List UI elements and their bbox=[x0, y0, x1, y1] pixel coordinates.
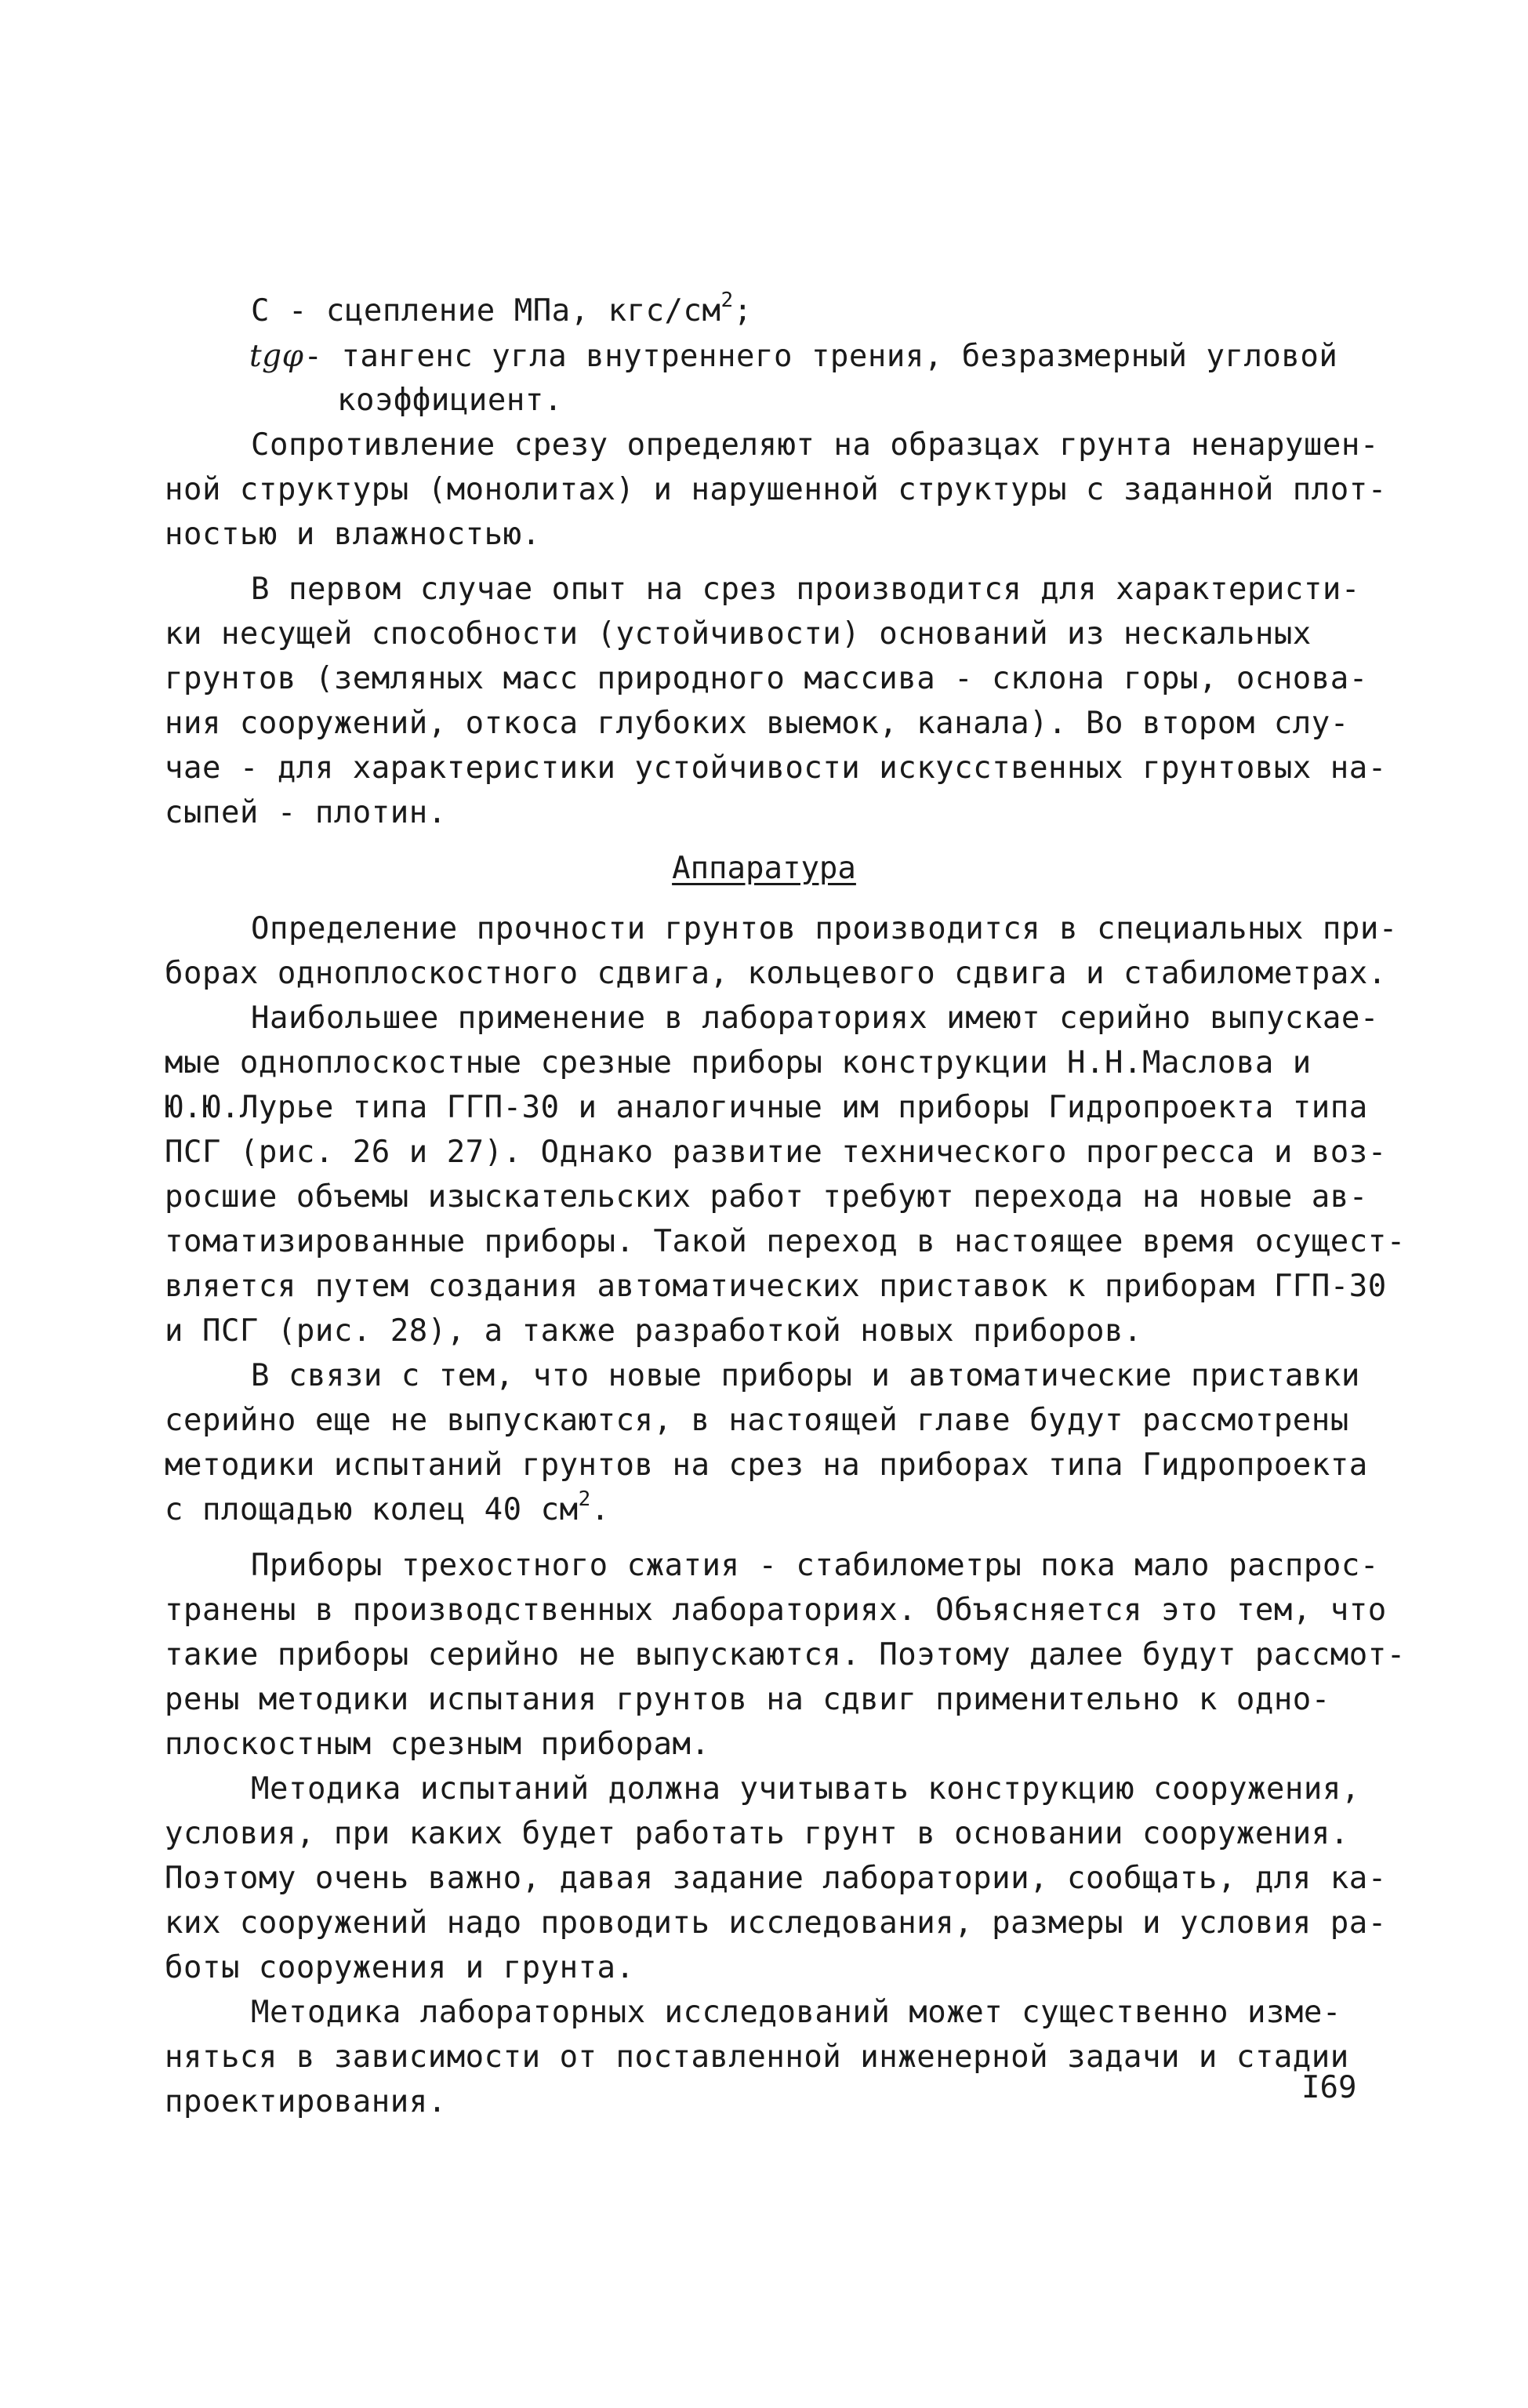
paragraph-line: плоскостным срезным приборам. bbox=[165, 1727, 710, 1762]
paragraph-line: ния сооружений, откоса глубоких выемок, канала). Во втором слу- bbox=[165, 706, 1349, 741]
paragraph-line: росшие объемы изыскательских работ требуют перехода на новые ав- bbox=[165, 1179, 1368, 1215]
superscript: 2 bbox=[578, 1487, 591, 1511]
paragraph-line: Сопротивление срезу определяют на образцах грунта ненарушен- bbox=[251, 427, 1379, 463]
paragraph-line: рены методики испытания грунтов на сдвиг применительно к одно- bbox=[165, 1682, 1330, 1717]
paragraph-line: томатизированные приборы. Такой переход в настоящее время осущест- bbox=[165, 1224, 1406, 1259]
paragraph-line: Определение прочности грунтов производится в специальных при- bbox=[251, 911, 1398, 946]
paragraph-line: Методика лабораторных исследований может существенно изме- bbox=[251, 1995, 1341, 2030]
paragraph-line: ПСГ (рис. 26 и 27). Однако развитие технического прогресса и воз- bbox=[165, 1135, 1387, 1170]
paragraph-line: мые одноплоскостные срезные приборы конструкции Н.Н.Маслова и bbox=[165, 1045, 1312, 1081]
paragraph-line: Приборы трехостного сжатия - стабилометры пока мало распрос- bbox=[251, 1548, 1379, 1583]
paragraph-line: няться в зависимости от поставленной инженерной задачи и стадии bbox=[165, 2039, 1349, 2075]
paragraph-line: ностью и влажностью. bbox=[165, 517, 541, 552]
definition-tangent-continued: коэффициент. bbox=[337, 383, 563, 418]
paragraph-line: сыпей - плотин. bbox=[165, 795, 447, 830]
paragraph-line: такие приборы серийно не выпускаются. Поэтому далее будут рассмот- bbox=[165, 1637, 1406, 1673]
paragraph-line: Методика испытаний должна учитывать конструкцию сооружения, bbox=[251, 1771, 1360, 1807]
paragraph-line: В первом случае опыт на срез производится для характеристи- bbox=[251, 572, 1360, 607]
paragraph-line: Ю.Ю.Лурье типа ГГП-30 и аналогичные им приборы Гидропроекта типа bbox=[165, 1090, 1368, 1125]
punctuation: ; bbox=[733, 293, 753, 329]
paragraph-line: ной структуры (монолитах) и нарушенной структуры с заданной плот- bbox=[165, 472, 1387, 507]
paragraph-line: проектирования. bbox=[165, 2084, 447, 2119]
paragraph-line: и ПСГ (рис. 28), а также разработкой новых приборов. bbox=[165, 1313, 1142, 1349]
paragraph-line: борах одноплоскостного сдвига, кольцевого сдвига и стабилометрах. bbox=[165, 956, 1387, 991]
paragraph-line: Поэтому очень важно, давая задание лаборатории, сообщать, для ка- bbox=[165, 1861, 1387, 1896]
definition-cohesion bbox=[251, 289, 753, 331]
paragraph-line: серийно еще не выпускаются, в настоящей главе будут рассмотрены bbox=[165, 1403, 1349, 1438]
paragraph-line: В связи с тем, что новые приборы и автоматические приставки bbox=[251, 1358, 1360, 1393]
punctuation: . bbox=[590, 1492, 610, 1527]
paragraph-line: грунтов (земляных масс природного массива - склона горы, основа- bbox=[165, 661, 1368, 696]
paragraph-line: Наибольшее применение в лабораториях имеют серийно выпускае- bbox=[251, 1001, 1379, 1036]
section-heading: Аппаратура bbox=[672, 851, 856, 886]
definition-cohesion-text: С - сцепление МПа, кгс/см bbox=[251, 293, 721, 329]
paragraph-line: условия, при каких будет работать грунт в основании сооружения. bbox=[165, 1816, 1349, 1851]
paragraph-line-area bbox=[165, 1487, 610, 1530]
paragraph-line: вляется путем создания автоматических приставок к приборам ГГП-30 bbox=[165, 1269, 1387, 1304]
definition-tangent bbox=[249, 337, 1337, 376]
paragraph-line: боты сооружения и грунта. bbox=[165, 1950, 635, 1985]
page-number: I69 bbox=[1301, 2070, 1357, 2105]
paragraph-line: транены в производственных лабораториях. Объясняется это тем, что bbox=[165, 1593, 1387, 1628]
definition-tangent-text: - тангенс угла внутреннего трения, безразмерный угловой bbox=[303, 339, 1338, 374]
superscript: 2 bbox=[720, 289, 734, 312]
paragraph-line: ки несущей способности (устойчивости) оснований из нескальных bbox=[165, 616, 1312, 652]
paragraph-line: чае - для характеристики устойчивости искусственных грунтовых на- bbox=[165, 750, 1387, 786]
paragraph-line: ких сооружений надо проводить исследования, размеры и условия ра- bbox=[165, 1905, 1387, 1941]
paragraph-line: методики испытаний грунтов на срез на приборах типа Гидропроекта bbox=[165, 1447, 1368, 1483]
area-text: с площадью колец 40 см bbox=[165, 1492, 579, 1527]
tangent-symbol: tgφ bbox=[249, 339, 304, 374]
